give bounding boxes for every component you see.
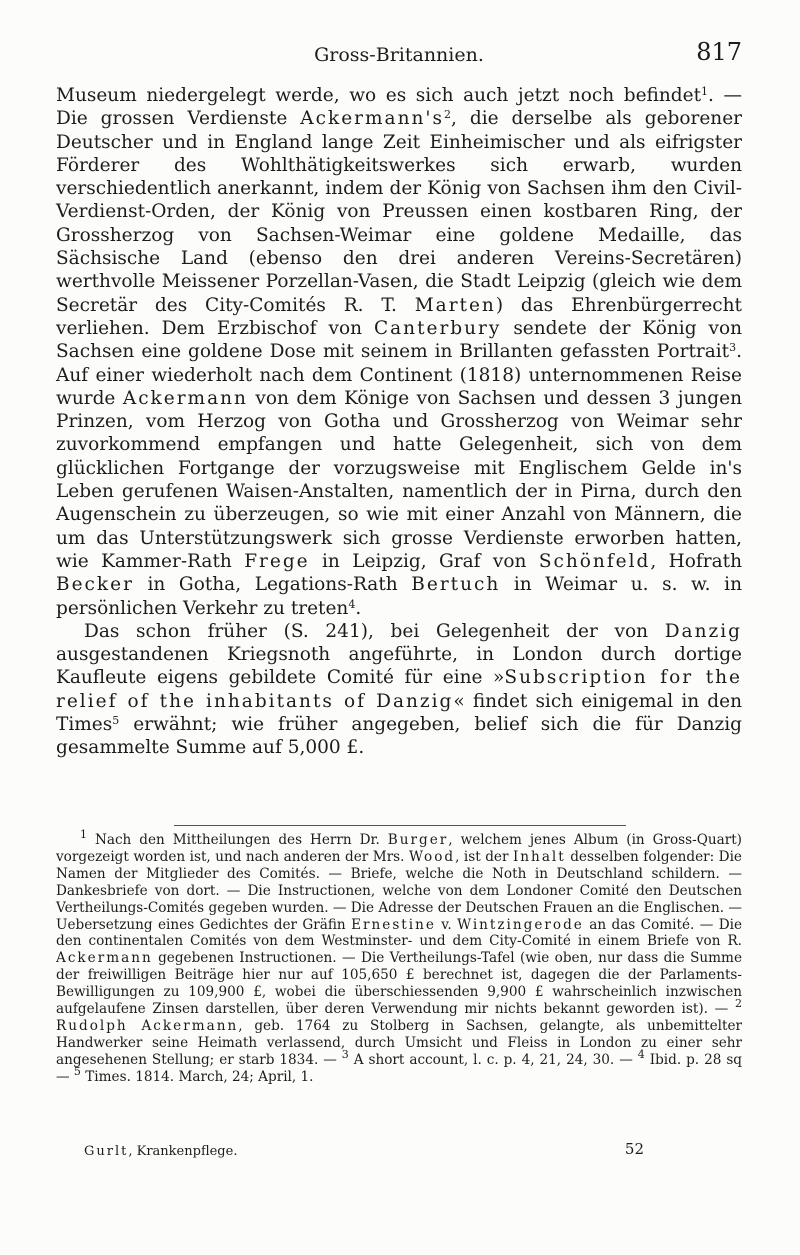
running-title: Gross-Britannien. bbox=[314, 44, 484, 66]
text-run: ausgestandenen Kriegsnoth angeführte, in London durch dortige Kaufleute eigens gebildete Comité für eine » bbox=[56, 644, 742, 689]
footnote-block bbox=[56, 828, 742, 1086]
emphasis: Inhalt bbox=[512, 848, 566, 865]
person-name: Wintzingerode bbox=[457, 916, 584, 933]
paragraph-2 bbox=[56, 620, 742, 760]
footnote-ref-3: 3 bbox=[729, 341, 737, 355]
signature-author: Gurlt bbox=[84, 1144, 129, 1159]
text-run: A short account, l. c. p. 4, 21, 24, 30. — bbox=[348, 1051, 638, 1068]
text-run: Das schon früher (S. 241), bei Gelegenheit der von bbox=[84, 620, 665, 642]
text-run: , die derselbe als geborener Deutscher und in England lange Zeit Einheimischer und als eifrigster Förderer des Wohlthätigkeitswerkes sich erwarb, wurden verschiedentlich anerkannt, indem der König von Sachsen ihm den Civil-Verdienst-Orden, der König von Preussen einen kostbaren Ring, der Grossherzog von Sachsen-Weimar eine goldene Medaille, das Sächsische Land (ebenso den drei anderen Vereins-Secretären) werthvolle Meissener Porzellan-Vasen, die Stadt Leipzig (gleich wie dem Secretär des City-Comités R. T. bbox=[56, 108, 743, 316]
person-name: Schönfeld bbox=[538, 550, 651, 572]
footnote-marker-3: 3 bbox=[341, 1047, 349, 1061]
text-run: , welchem jenes Album (in Gross-Quart) vorgezeigt worden ist, und nach anderen der Mrs. bbox=[56, 832, 742, 865]
text-run: gegebenen Instructionen. — Die Vertheilungs-Tafel (wie oben, nur dass die Summe der freiwilligen Beiträge hier nur auf 105,650 £ berechnet ist, dagegen die der Parlaments-Bewilligungen zu 109,900 £, wobei die überschiessenden 9,900 £ wahrscheinlich inzwischen aufgelaufene Zinsen darstellen, über deren Verwendung mir nichts bekannt geworden ist). — bbox=[56, 950, 742, 1018]
footnotes bbox=[56, 828, 742, 1086]
paragraph-1 bbox=[56, 84, 742, 620]
signature-text bbox=[84, 1144, 237, 1159]
place-name: Danzig bbox=[664, 620, 742, 642]
footnote-ref-5: 5 bbox=[112, 714, 120, 728]
footnote-divider bbox=[174, 825, 626, 826]
text-run: Times. 1814. March, 24; April, 1. bbox=[80, 1068, 314, 1085]
text-run: « findet sich einigemal in den Times bbox=[56, 690, 742, 736]
person-name: Bertuch bbox=[411, 574, 501, 596]
person-name: Rudolph Ackermann bbox=[56, 1017, 239, 1034]
person-name: Ernestine bbox=[351, 916, 436, 933]
text-run: in Weimar u. s. w. in persönlichen Verkehr zu treten bbox=[56, 574, 742, 619]
person-name: Ackermann's bbox=[300, 108, 444, 130]
text-run: , Hofrath bbox=[650, 550, 742, 572]
page-number: 817 bbox=[696, 38, 742, 66]
footnote-marker-2: 2 bbox=[735, 997, 742, 1011]
text-run: ) das Ehrenbürgerrecht verliehen. Dem Erzbischof von bbox=[56, 294, 742, 339]
person-name: Ackermann bbox=[56, 950, 153, 967]
text-run: , ist der bbox=[455, 848, 513, 865]
footnote-ref-4: 4 bbox=[348, 597, 356, 611]
person-name: Ackermann bbox=[122, 387, 248, 409]
text-run: an das Comité. — Die den continentalen Comités von dem Westminster- und dem City-Comité in einem Briefe von R. bbox=[56, 916, 742, 950]
text-run: sendete der König von Sachsen eine goldene Dose mit seinem in Brillanten gefassten Portrait bbox=[56, 317, 742, 363]
quoted-title: Subscription for the relief of the inhabitants of Danzig bbox=[56, 667, 742, 712]
person-name: Becker bbox=[56, 574, 134, 596]
text-run: Museum niedergelegt werde, wo es sich auch jetzt noch befindet bbox=[56, 85, 702, 106]
text-run: , geb. 1764 zu Stolberg in Sachsen, gelangte, als unbemittelter Handwerker seine Heimath verlassend, durch Umsicht und Fleiss in London zu einer sehr angesehenen Stellung; er starb 1834. — bbox=[56, 1017, 742, 1068]
text-run: erwähnt; wie früher angegeben, belief sich die für Danzig gesammelte Summe auf 5,000 £. bbox=[56, 714, 742, 759]
text-run: . — Die grossen Verdienste bbox=[56, 85, 742, 130]
text-run: . bbox=[355, 597, 362, 619]
sheet-number: 52 bbox=[624, 1140, 644, 1158]
footnote-ref-2: 2 bbox=[444, 108, 451, 122]
main-text bbox=[56, 84, 742, 760]
page-header bbox=[56, 36, 742, 68]
text-run: von dem Könige von Sachsen und dessen 3 jungen Prinzen, vom Herzog von Gotha und Grossherzog von Weimar sehr zuvorkommend empfangen und hatte Gelegenheit, sich von dem glücklichen Fortgange der vorzugsweise mit Englischem Gelde in's Leben gerufenen Waisen-Anstalten, namentlich der in Pirna, durch den Augenschein zu überzeugen, so wie mit einer Anzahl von Männern, die um das Unterstützungswerk sich grosse Verdienste erworben hatten, wie Kammer-Rath bbox=[56, 387, 743, 572]
person-name: Burger bbox=[387, 832, 449, 848]
text-run: desselben folgender: Die Namen der Mitglieder des Comités. — Briefe, welche die Noth in Deutschland schildern. — Dankesbriefe von dort. — Die Instructionen, welche von dem Londoner Comité den Deutschen Vertheilungs-Comités gegeben wurden. — Die Adresse der Deutschen Frauen an die Englischen. — Uebersetzung eines Gedichtes der Gräfin bbox=[56, 848, 742, 933]
place-name: Canterbury bbox=[373, 317, 502, 339]
text-run: in Gotha, Legations-Rath bbox=[133, 574, 412, 596]
text-run: in Leipzig, Graf von bbox=[309, 550, 539, 572]
person-name: Marten bbox=[414, 294, 496, 316]
person-name: Frege bbox=[244, 550, 310, 572]
footnote-ref-1: 1 bbox=[701, 85, 709, 98]
footnote-marker-4: 4 bbox=[637, 1047, 645, 1061]
footnote-marker-5: 5 bbox=[73, 1064, 81, 1078]
text-run: . Auf einer wiederholt nach dem Continent (1818) unternommenen Reise wurde bbox=[56, 341, 742, 409]
signature-work: , Krankenpflege. bbox=[128, 1144, 238, 1159]
person-name: Wood bbox=[408, 848, 456, 865]
text-run: Ibid. p. 28 sq — bbox=[56, 1051, 742, 1085]
footnote-marker-1: 1 bbox=[80, 828, 87, 841]
text-run: v. bbox=[435, 916, 458, 933]
text-run: Nach den Mittheilungen des Herrn Dr. bbox=[87, 832, 388, 848]
